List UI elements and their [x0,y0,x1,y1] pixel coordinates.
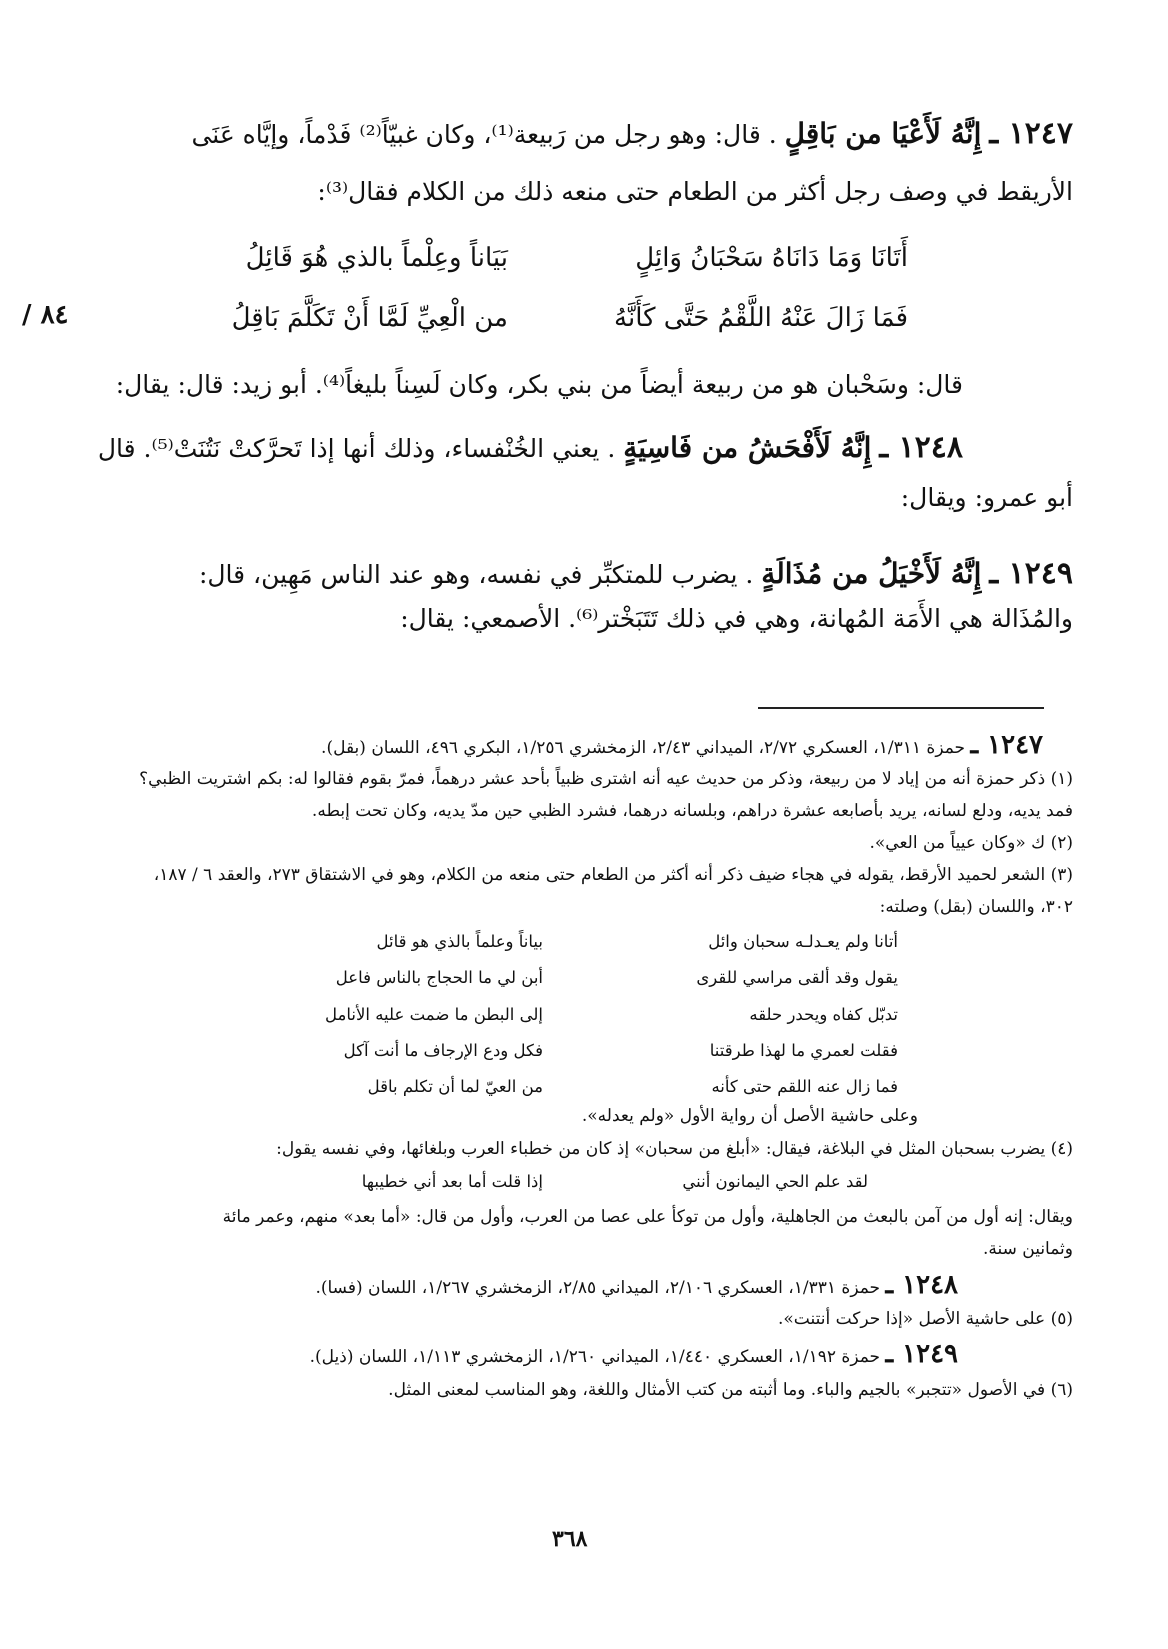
proverb-text: إِنَّهُ لَأَعْيَا من بَاقِلٍ [784,117,982,150]
entry-number: ١٢٤٨ ـ [885,1270,958,1300]
footnote-verse-2-b: أبن لي ما الحجاج بالناس فاعل [335,968,543,987]
verse-2-second-hemistich: من الْعِيِّ لَمَّا أَنْ تَكَلَّمَ بَاقِلُ [231,303,508,333]
footnote-4-verse-a: لقد علم الحي اليمانون أنني [682,1172,868,1191]
footnote-3-line-1: (٣) الشعر لحميد الأرقط، يقوله في هجاء ضيف ذكر أنه أكثر من الطعام حتى منعه من الكلام، وهو في الاشتقاق ٢٧٣، والعقد ٦ / ١٨٧، [153,865,1073,885]
footnote-sources-1249 [310,1339,958,1369]
margin-page-reference: / ٨٤ [22,300,69,330]
entry-number: ١٢٤٧ ـ [970,730,1043,760]
entry-number: ١٢٤٩ ـ [885,1339,958,1369]
footnote-verse-5-a: فما زال عنه اللقم حتى كأنه [711,1077,898,1096]
entry-number: ١٢٤٩ ـ [989,556,1073,591]
footnote-verse-3-b: إلى البطن ما ضمت عليه الأنامل [325,1005,543,1024]
page-number: ٣٦٨ [552,1526,588,1552]
entry-number: ١٢٤٧ ـ [989,116,1073,151]
footnote-5: (٥) على حاشية الأصل «إذا حركت أنتنت». [778,1309,1073,1329]
verse-2-first-hemistich: فَمَا زَالَ عَنْهُ اللَّقْمُ حَتَّى كَأَنَّهُ [614,303,908,333]
entry-1249-line-2 [400,604,1073,633]
footnote-4-line-1: (٤) يضرب بسحبان المثل في البلاغة، فيقال: «أبلغ من سحبان» إذ كان من خطباء العرب وبلغائها، وفي نفسه يقول: [276,1139,1073,1159]
footnote-1-line-2: فمد يديه، ودلع لسانه، يريد بأصابعه عشرة دراهم، وبلسانه درهما، فشرد الظبي حين مدّ يديه، وكان تحت إبطه. [311,801,1073,821]
footnote-separator [758,707,1044,709]
entry-text: أبو عمرو: ويقال: [900,483,1073,512]
entry-1247-after-verses [116,370,963,399]
entry-text: . يعني الخُنْفساء، وذلك أنها إذا تَحرَّكتْ نَتُنَتْ⁽⁵⁾. قال [97,434,616,463]
sources-text: حمزة ١/٣١١، العسكري ٢/٧٢، الميداني ٢/٤٣، الزمخشري ١/٢٥٦، البكري ٤٩٦، اللسان (بقل). [321,738,966,758]
entry-1247-line-1 [191,116,1073,151]
footnote-verse-1-a: أتانا ولم يعـدلـه سحبان وائل [708,932,898,951]
verse-1-second-hemistich: بَيَاناً وعِلْماً بالذي هُوَ قَائِلُ [245,243,508,273]
footnote-4-line-2: ويقال: إنه أول من آمن بالبعث من الجاهلية، وأول من توكأ على عصا من العرب، وأول من قال: «أما بعد» منهم، وعمر مائة [222,1207,1073,1227]
footnote-4-verse-b: إذا قلت أما بعد أني خطيبها [361,1172,543,1191]
footnote-sources-1247 [321,730,1043,760]
entry-text: والمُذَالة هي الأَمَة المُهانة، وهي في ذلك تَتَبَخْتر⁽⁶⁾. الأصمعي: يقال: [400,604,1073,633]
footnote-verse-1-b: بياناً وعلماً بالذي هو قائل [376,932,543,951]
entry-number: ١٢٤٨ ـ [879,430,963,465]
entry-text: الأريقط في وصف رجل أكثر من الطعام حتى منعه ذلك من الكلام فقال⁽³⁾: [317,177,1073,206]
footnote-3-tail: وعلى حاشية الأصل أن رواية الأول «ولم يعدله». [581,1106,918,1126]
entry-1249-line-1 [199,556,1073,591]
footnote-verse-2-a: يقول وقد ألقى مراسي للقرى [696,968,898,987]
sources-text: حمزة ١/١٩٢، العسكري ١/٤٤٠، الميداني ١/٢٦٠، الزمخشري ١/١١٣، اللسان (ذيل). [309,1347,881,1367]
footnote-verse-4-a: فقلت لعمري ما لهذا طرقتنا [709,1041,898,1060]
entry-1248-line-1 [98,430,963,465]
footnote-sources-1248 [315,1270,958,1300]
footnote-1-line-1: (١) ذكر حمزة أنه من إياد لا من ربيعة، وذكر من حديث عيه أنه اشترى ظبياً بأحد عشر درهماً، فمرّ بقوم فقالوا له: بكم اشتريت الظبي؟ [139,769,1073,789]
footnote-verse-4-b: فكل ودع الإرجاف ما أنت آكل [343,1041,543,1060]
footnote-4-line-3: وثمانين سنة. [982,1239,1073,1259]
sources-text: حمزة ١/٣٣١، العسكري ٢/١٠٦، الميداني ٢/٨٥، الزمخشري ١/٢٦٧، اللسان (فسا). [315,1278,881,1298]
entry-text: قال: وسَحْبان هو من ربيعة أيضاً من بني بكر، وكان لَسِناً بليغاً⁽⁴⁾. أبو زيد: قال: يقال: [115,370,963,399]
proverb-text: إِنَّهُ لَأَخْيَلُ من مُذَالَةٍ [761,557,982,590]
entry-text: . يضرب للمتكبِّر في نفسه، وهو عند الناس مَهِين، قال: [198,560,754,589]
entry-1248-line-2 [901,483,1073,512]
footnote-3-line-2: ٣٠٢، واللسان (بقل) وصلته: [879,897,1073,917]
footnote-verse-5-b: من العيّ لما أن تكلم باقل [367,1077,543,1096]
footnote-verse-3-a: تدبّل كفاه ويحدر حلقه [749,1005,898,1024]
footnote-6: (٦) في الأصول «تتجبر» بالجيم والباء. وما أثبته من كتب الأمثال واللغة، وهو المناسب لمعنى المثل. [388,1380,1073,1400]
proverb-text: إِنَّهُ لَأَفْحَشُ من فَاسِيَةٍ [623,431,872,464]
entry-text: . قال: وهو رجل من رَبيعة⁽¹⁾، وكان غبيّاً⁽²⁾ فَدْماً، وإيَّاه عَنَى [191,120,777,149]
entry-1247-line-2 [317,177,1073,206]
footnote-2: (٢) ك «وكان عيياً من العي». [869,833,1073,853]
verse-1-first-hemistich: أَتَانَا وَمَا دَانَاهُ سَحْبَانُ وَائِلٍ [635,243,908,273]
